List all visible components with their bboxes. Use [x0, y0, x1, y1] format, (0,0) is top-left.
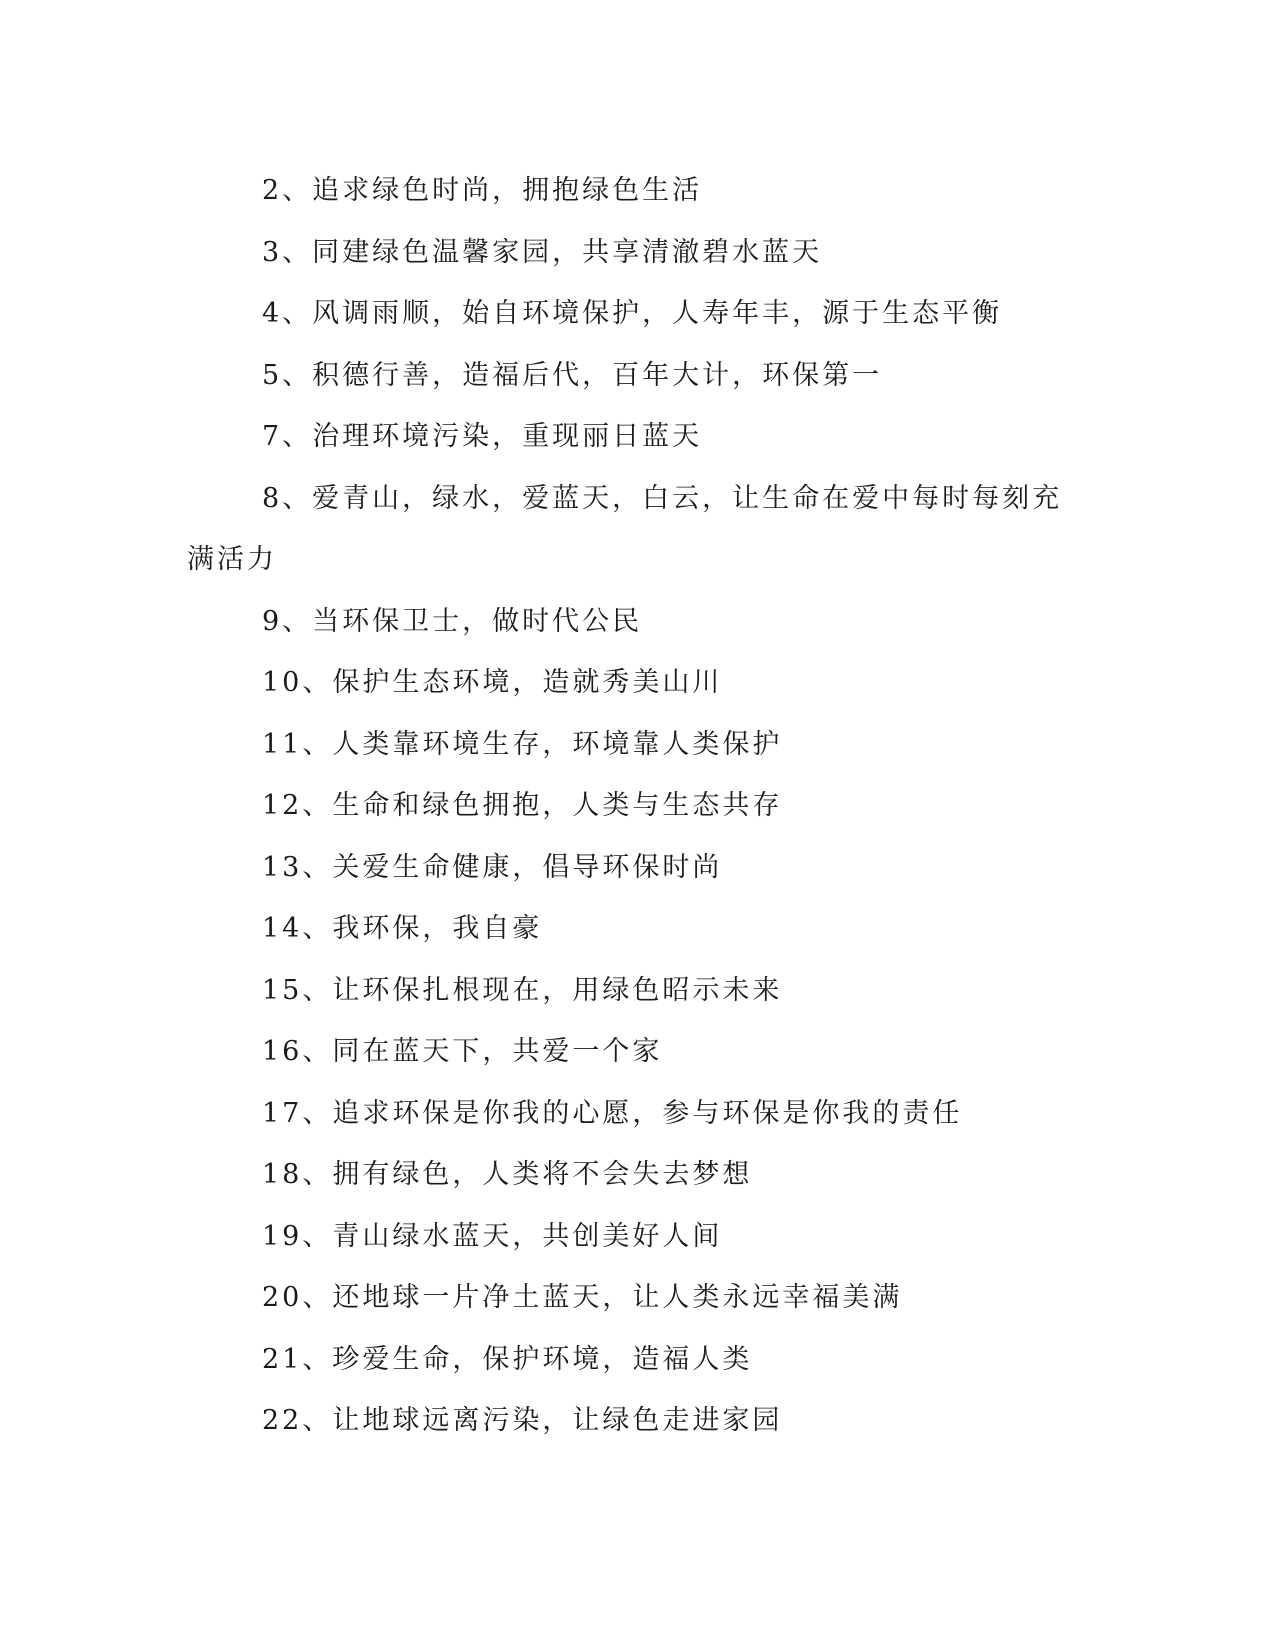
list-item: 5、积德行善，造福后代，百年大计，环保第一: [262, 359, 883, 391]
list-item: 10、保护生态环境，造就秀美山川: [262, 667, 723, 698]
list-item: 3、同建绿色温馨家园，共享清澈碧水蓝天: [262, 236, 823, 268]
list-item: 13、关爱生命健康，倡导环保时尚: [262, 851, 723, 883]
list-item: 22、让地球远离污染，让绿色走进家园: [262, 1405, 783, 1436]
list-item: 4、风调雨顺，始自环境保护，人寿年丰，源于生态平衡: [262, 298, 1003, 329]
list-item: 19、青山绿水蓝天，共创美好人间: [262, 1220, 723, 1252]
list-item: 7、治理环境污染，重现丽日蓝天: [262, 421, 703, 452]
slogan-list: [187, 160, 1067, 1452]
list-item: 11、人类靠环境生存，环境靠人类保护: [262, 728, 783, 760]
list-item: 14、我环保，我自豪: [262, 913, 543, 944]
list-item: 21、珍爱生命，保护环境，造福人类: [262, 1343, 753, 1375]
list-item: 16、同在蓝天下，共爱一个家: [262, 1036, 663, 1067]
list-item: 8、爱青山，绿水，爱蓝天，白云，让生命在爱中每时每刻充满活力: [187, 482, 1063, 575]
list-item: 2、追求绿色时尚，拥抱绿色生活: [262, 175, 703, 206]
list-item: 17、追求环保是你我的心愿，参与环保是你我的责任: [262, 1097, 963, 1129]
list-item: 18、拥有绿色，人类将不会失去梦想: [262, 1159, 753, 1190]
list-item: 20、还地球一片净土蓝天，让人类永远幸福美满: [262, 1282, 903, 1313]
list-item: 9、当环保卫士，做时代公民: [262, 605, 643, 637]
list-item: 15、让环保扎根现在，用绿色昭示未来: [262, 974, 783, 1006]
list-item: 12、生命和绿色拥抱，人类与生态共存: [262, 790, 783, 821]
